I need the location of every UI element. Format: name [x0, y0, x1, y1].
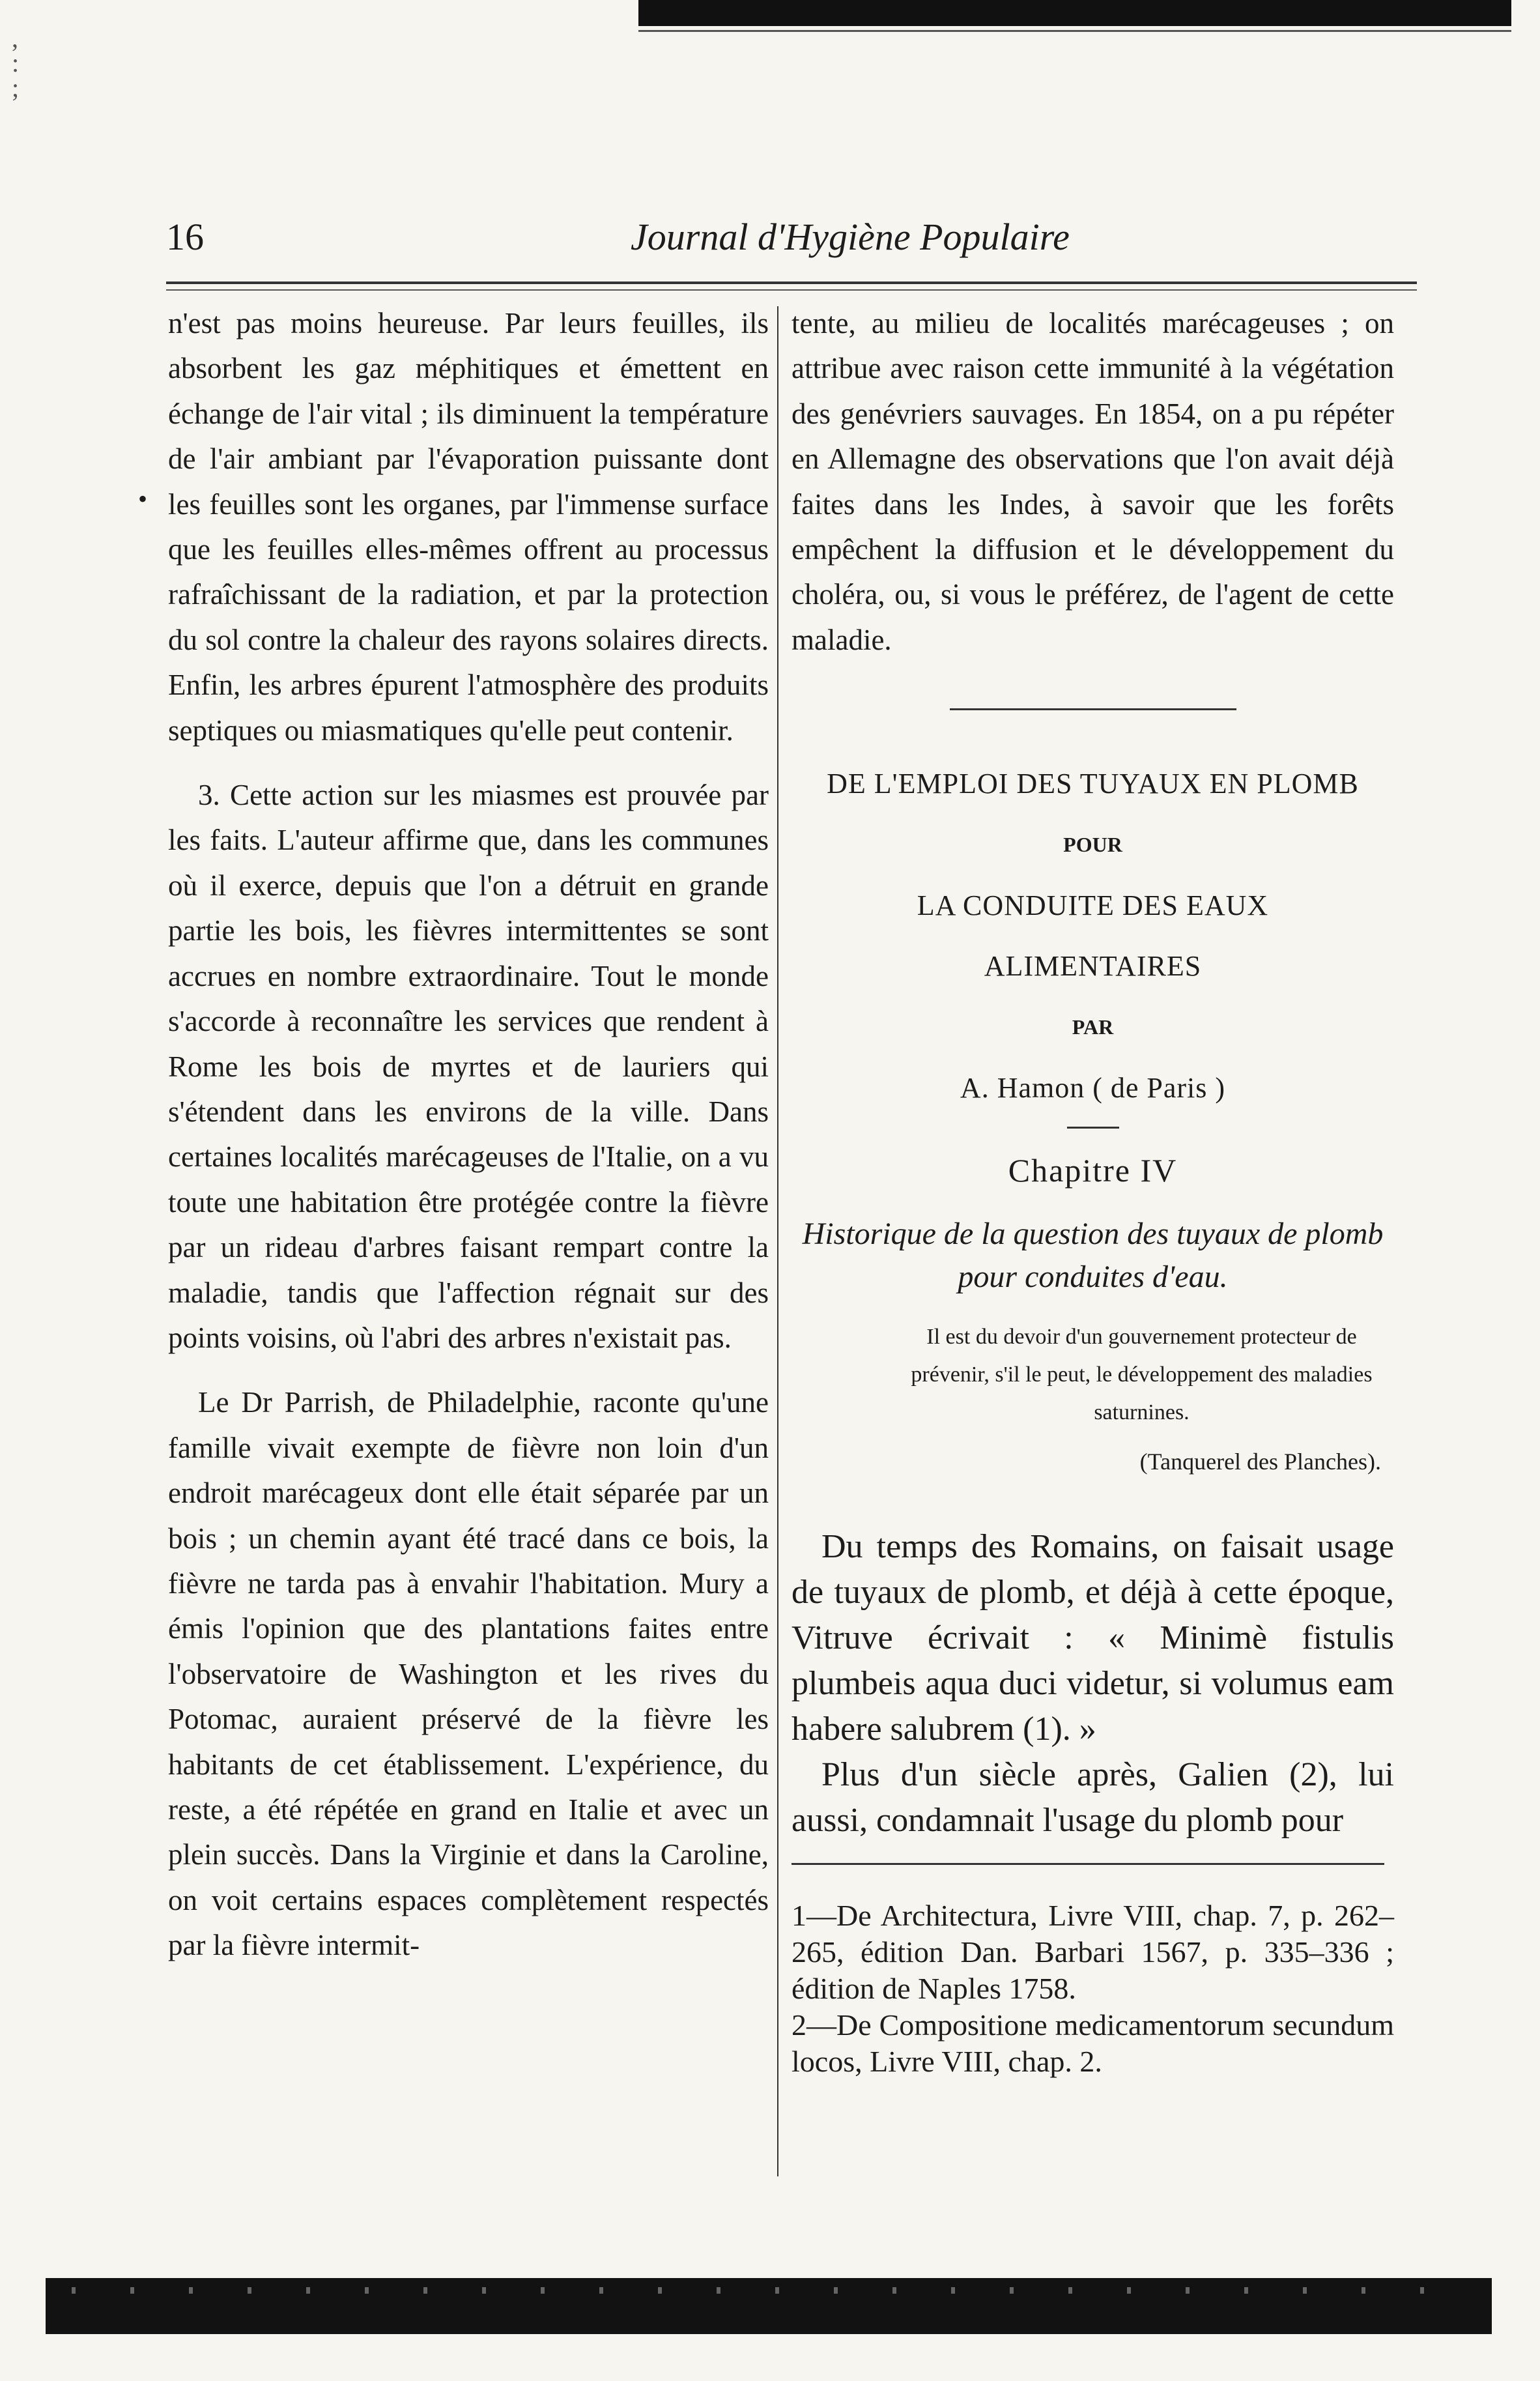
- footnote: 1—De Architectura, Livre VIII, chap. 7, p. 262–265, édition Dan. Barbari 1567, p. 335–336 ; édition de Naples 1758.: [791, 1898, 1394, 2005]
- footnote: 2—De Compositione medicamentorum secundum locos, Livre VIII, chap. 2.: [791, 2008, 1394, 2078]
- footnote-rule: [791, 1863, 1384, 1865]
- paragraph: n'est pas moins heureuse. Par leurs feuilles, ils absorbent les gaz méphitiques et émettent en échange de l'air vital ; ils diminuent la température de l'air ambiant par l'évaporation puissante dont les feuilles sont les organes, par l'immense surface que les feuilles elles-mêmes offrent au processus rafraîchissant de la radiation, et par la protection du sol contre la chaleur des rayons solaires directs. Enfin, les arbres épurent l'atmosphère des produits septiques ou miasmatiques qu'elle peut contenir.: [168, 307, 769, 747]
- chapter-title: Historique de la question des tuyaux de plomb pour conduites d'eau.: [802, 1217, 1384, 1295]
- bottom-scan-texture: [72, 2287, 1440, 2294]
- top-scan-border: [638, 0, 1511, 26]
- article-title-pour: POUR: [1063, 832, 1122, 856]
- article-title-line3: ALIMENTAIRES: [984, 950, 1202, 983]
- margin-dot: •: [138, 484, 148, 513]
- column-divider: [777, 306, 778, 2176]
- page-header: [166, 215, 1417, 274]
- page-number: 16: [166, 216, 204, 258]
- chapter-heading: Chapitre IV: [1008, 1151, 1178, 1189]
- article-author: A. Hamon ( de Paris ): [960, 1072, 1226, 1104]
- bottom-scan-border: [46, 2278, 1492, 2334]
- paragraph: Du temps des Romains, on faisait usage de tuyaux de plomb, et déjà à cette époque, Vitruve écrivait : « Minimè fistulis plumbeis aqua duci videtur, si volumus eam habere salubrem (1). »: [791, 1527, 1394, 1748]
- section-rule: [950, 708, 1236, 710]
- epigraph-source: (Tanquerel des Planches).: [1139, 1449, 1381, 1475]
- article-par: PAR: [1072, 1015, 1114, 1039]
- paragraph: tente, au milieu de localités marécageuses ; on attribue avec raison cette immunité à la végétation des genévriers sauvages. En 1854, on a pu répéter en Allemagne des observations que l'on avait déjà faites dans les Indes, à savoir que les forêts empêchent la diffusion et le développement du choléra, ou, si vous le préférez, de l'agent de cette maladie.: [791, 307, 1394, 656]
- header-rule-thin: [166, 289, 1417, 291]
- header-rule: [166, 281, 1417, 284]
- article-title: DE L'EMPLOI DES TUYAUX EN PLOMB: [827, 768, 1359, 800]
- top-scan-border-thin: [638, 30, 1511, 32]
- paragraph: Le Dr Parrish, de Philadelphie, raconte qu'une famille vivait exempte de fièvre non loin d'un endroit marécageux dont elle était séparée par un bois ; un chemin ayant été tracé dans ce bois, la fièvre ne tarda pas à envahir l'habitation. Mury a émis l'opinion que des plantations faites entre l'observatoire de Washington et les rives du Potomac, auraient préservé de la fièvre les habitants de cet établissement. L'expérience, du reste, a été répétée en grand en Italie et avec un plein succès. Dans la Virginie et dans la Caroline, on voit certains espaces complètement respectés par la fièvre intermit-: [168, 1386, 769, 1962]
- scan-marks: , : ;: [12, 23, 20, 102]
- paragraph: 3. Cette action sur les miasmes est prouvée par les faits. L'auteur affirme que, dans les communes où il exerce, depuis que l'on a détruit en grande partie les bois, les fièvres intermittentes se sont accrues en nombre extraordinaire. Tout le monde s'accorde à reconnaître les services que rendent à Rome les bois de myrtes et de lauriers qui s'étendent dans les environs de la ville. Dans certaines localités marécageuses de l'Italie, on a vu toute une habitation être protégée contre la fièvre par un rideau d'arbres faisant rempart contre la maladie, tandis que l'affection régnait sur des points voisins, où l'abri des arbres n'existait pas.: [168, 779, 769, 1354]
- author-dash: [1067, 1127, 1119, 1129]
- paragraph: Plus d'un siècle après, Galien (2), lui aussi, condamnait l'usage du plomb pour: [791, 1755, 1394, 1839]
- running-title: Journal d'Hygiène Populaire: [631, 216, 1070, 258]
- left-column: [168, 301, 769, 2256]
- right-column: [791, 301, 1394, 2256]
- article-title-line2: LA CONDUITE DES EAUX: [917, 889, 1269, 922]
- epigraph: Il est du devoir d'un gouvernement protecteur de prévenir, s'il le peut, le développement des maladies saturnines.: [911, 1325, 1373, 1425]
